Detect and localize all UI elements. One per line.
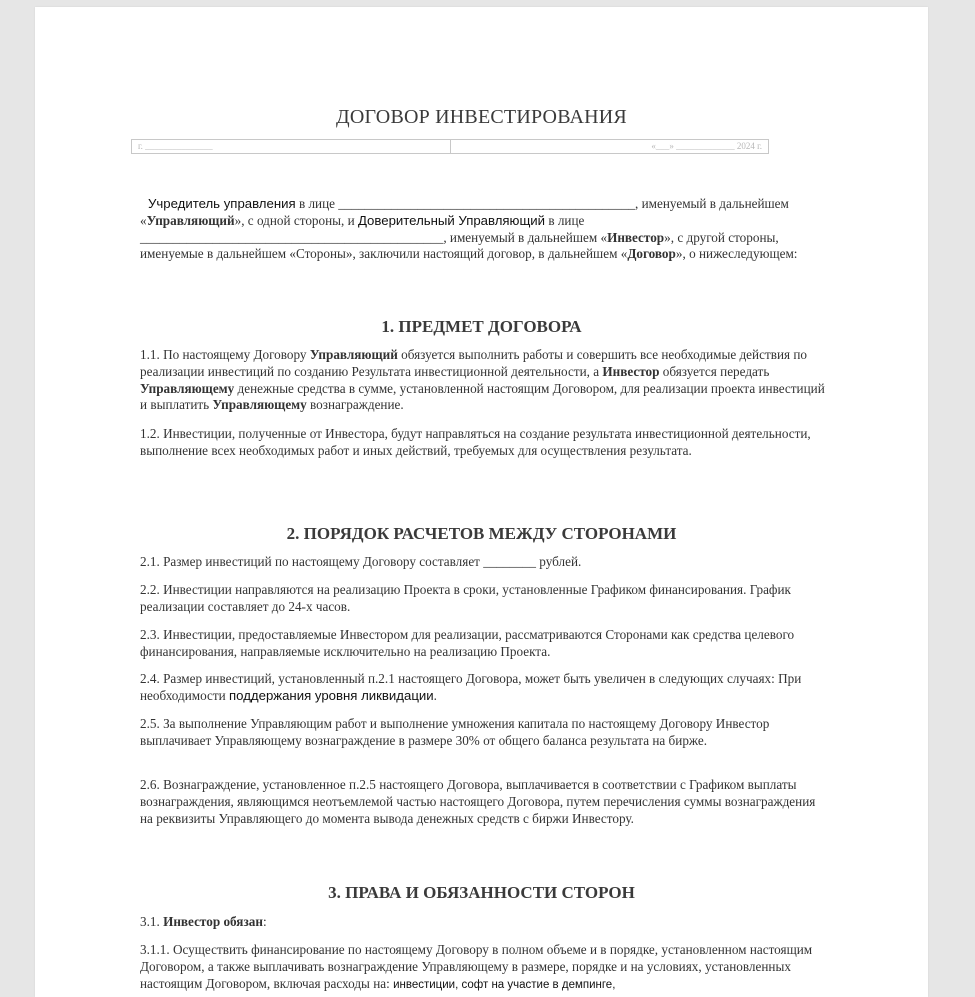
clause-2-1: 2.1. Размер инвестиций по настоящему Договору составляет ________ рублей. bbox=[140, 554, 582, 569]
party2-field: Доверительный Управляющий bbox=[357, 212, 546, 228]
expenses-field: инвестиции, софт на участие в демпинге, bbox=[393, 978, 616, 991]
section-2-heading: 2. ПОРЯДОК РАСЧЕТОВ МЕЖДУ СТОРОНАМИ bbox=[286, 524, 677, 543]
section-3-heading: 3. ПРАВА И ОБЯЗАННОСТИ СТОРОН bbox=[328, 883, 635, 902]
header-table bbox=[131, 139, 769, 154]
preamble: Учредитель управления в лице _____________________________________________, именуемый в дальнейшем «Управляющий», с одной стороны, и Доверительный Управляющий в лице ______________________________________________, именуемый в дальнейшем «Инвестор», с другой стороны, именуемые в дальнейшем «Стороны», заключили настоящий договор, в дальнейшем «Договор», о нижеследующем: bbox=[140, 196, 798, 262]
section-1-heading: 1. ПРЕДМЕТ ДОГОВОРА bbox=[381, 317, 582, 336]
party1-field: Учредитель управления bbox=[148, 196, 296, 211]
clause-3-1: 3.1. Инвестор обязан: bbox=[140, 914, 267, 929]
document-page bbox=[35, 7, 928, 997]
date-field: «___» _____________ 2024 г. bbox=[651, 141, 762, 151]
clause-2-4: 2.4. Размер инвестиций, установленный п.2.1 настоящего Договора, может быть увеличен в следующих случаях: При необходимости поддержания уровня ликвидации. bbox=[140, 671, 802, 703]
clause-2-6: 2.6. Вознаграждение, установленное п.2.5 настоящего Договора, выплачивается в соответствии с Графиком выплаты вознаграждения, являющимся неотъемлемой частью настоящего Договора, путем перечисления суммы вознаграждения на реквизиты Управляющего до момента вывода денежных средств с биржи Инвестору. bbox=[140, 777, 816, 826]
clause-2-3: 2.3. Инвестиции, предоставляемые Инвестором для реализации, рассматриваются Сторонами как средства целевого финансирования, направляемые исключительно на реализацию Проекта. bbox=[140, 627, 795, 659]
clause-3-1-1: 3.1.1. Осуществить финансирование по настоящему Договору в полном объеме и в порядке, установленном настоящим Договором, а также выплачивать вознаграждение Управляющему в размере, порядке и на условиях, установленных настоящим Договором, включая расходы на: инвестиции, софт на участие в демпинге, bbox=[140, 942, 813, 991]
clause-2-5: 2.5. За выполнение Управляющим работ и выполнение умножения капитала по настоящему Договору Инвестор выплачивает Управляющему вознаграждение в размере 30% от общего баланса результата на бирже. bbox=[140, 716, 770, 748]
liquidation-field: поддержания уровня ликвидации bbox=[229, 687, 434, 703]
clause-2-2: 2.2. Инвестиции направляются на реализацию Проекта в сроки, установленные Графиком финансирования. График реализации составляет до 24-х часов. bbox=[140, 582, 791, 614]
document-title: ДОГОВОР ИНВЕСТИРОВАНИЯ bbox=[336, 106, 627, 128]
city-field: г. _______________ bbox=[132, 140, 451, 153]
clause-1-1: 1.1. По настоящему Договору Управляющий обязуется выполнить работы и совершить все необходимые действия по реализации инвестиций по созданию Результата инвестиционной деятельности, а Инвестор обязуется передать Управляющему денежные средства в сумме, установленной настоящим Договором, для реализации проекта инвестиций и выплатить Управляющему вознаграждение. bbox=[140, 347, 825, 413]
clause-1-2: 1.2. Инвестиции, полученные от Инвестора, будут направляться на создание результата инвестиционной деятельности, выполнение всех необходимых работ и иных действий, требуемых для осуществления результата. bbox=[140, 426, 811, 458]
